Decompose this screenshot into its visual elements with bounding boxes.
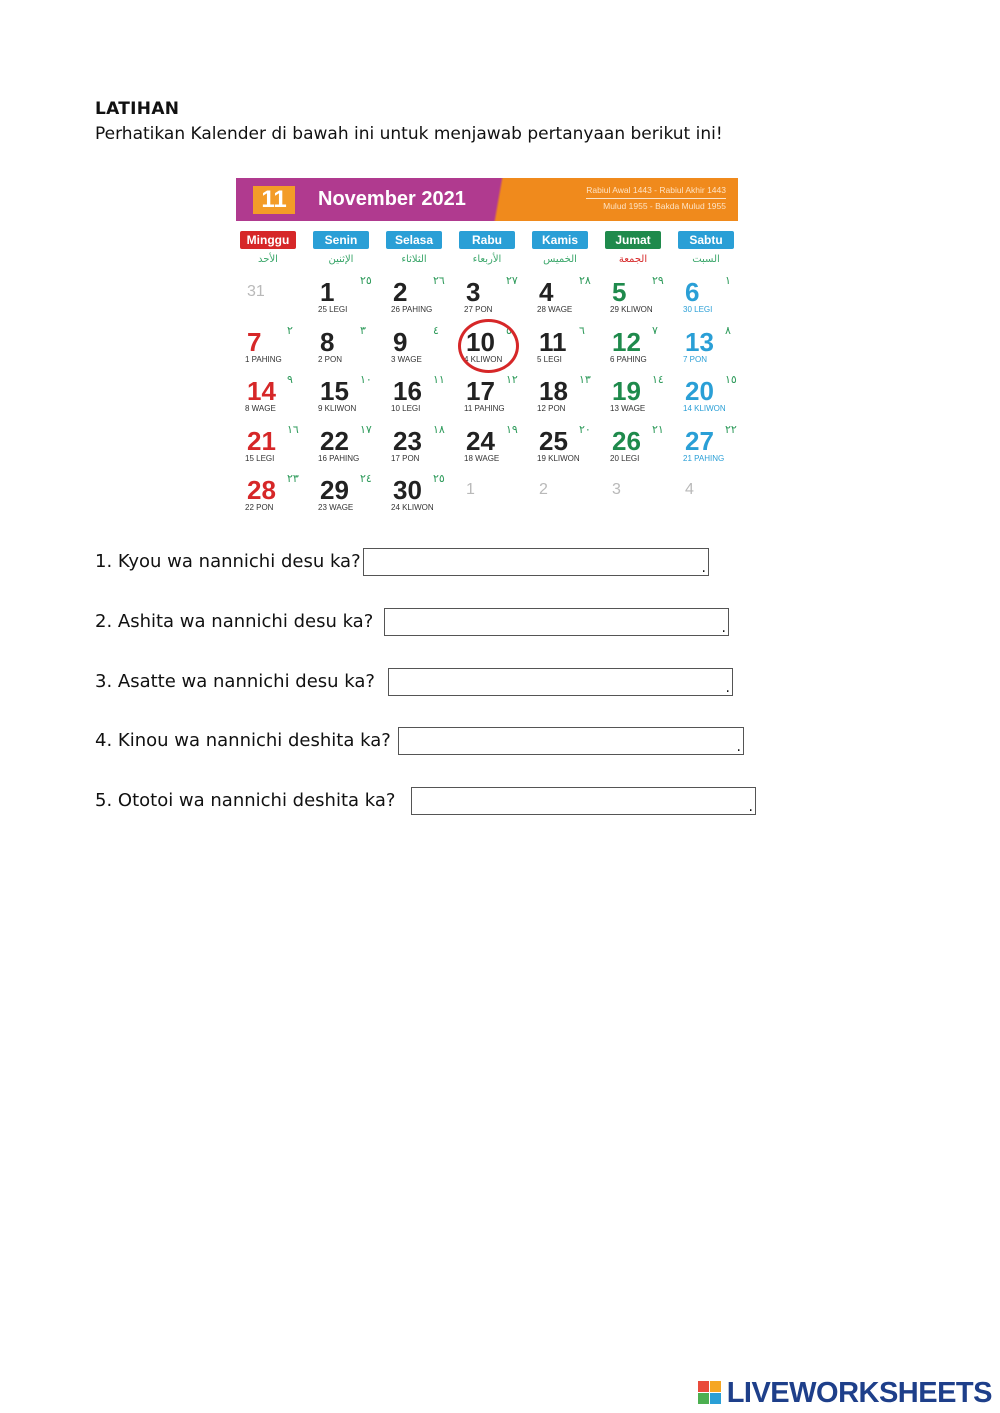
day-of-week-minggu: Minggu <box>240 231 296 249</box>
day-of-week-jumat: Jumat <box>605 231 661 249</box>
calendar-day-cell <box>606 323 678 376</box>
days-of-week-row <box>236 231 738 251</box>
today-circle-marker <box>458 319 519 373</box>
day-number: 3 <box>466 277 481 307</box>
calendar-header <box>236 178 738 221</box>
day-number: 16 <box>393 376 422 406</box>
hijri-day: ١٦ <box>287 422 299 436</box>
pasaran-label: 12 PON <box>537 404 566 413</box>
hijri-day: ٣ <box>360 323 366 337</box>
pasaran-label: 8 WAGE <box>245 404 276 413</box>
day-number: 21 <box>247 425 276 456</box>
hijri-day: ١٢ <box>506 373 518 386</box>
pasaran-label: 29 KLIWON <box>610 305 653 314</box>
pasaran-label: 22 PON <box>245 503 274 512</box>
hijri-day: ١٠ <box>360 373 372 386</box>
day-number: 4 <box>539 277 554 307</box>
hijri-months <box>586 185 726 212</box>
calendar-day-cell <box>314 274 386 326</box>
day-number: 2 <box>539 481 548 498</box>
hijri-line-2: Mulud 1955 - Bakda Mulud 1955 <box>603 201 726 211</box>
calendar-day-cell <box>241 472 313 524</box>
day-number: 4 <box>685 481 694 498</box>
question-1-text: 1. Kyou wa nannichi desu ka? <box>95 551 361 572</box>
day-number: 13 <box>685 326 714 357</box>
liveworksheets-logo-icon <box>698 1381 722 1405</box>
calendar-day-cell <box>241 277 313 326</box>
day-number: 22 <box>320 425 349 456</box>
day-number: 29 <box>320 475 349 505</box>
calendar-day-cell <box>606 373 678 425</box>
pasaran-label: 28 WAGE <box>537 305 573 314</box>
calendar-day-cell <box>241 323 313 376</box>
hijri-day: ١٧ <box>360 422 372 436</box>
logo-square <box>710 1381 721 1392</box>
pasaran-label: 6 PAHING <box>610 354 647 364</box>
pasaran-label: 13 WAGE <box>610 404 646 413</box>
day-of-week-selasa: Selasa <box>386 231 442 249</box>
day-number: 19 <box>612 376 641 406</box>
hijri-day: ٢٤ <box>360 472 372 485</box>
pasaran-label: 7 PON <box>683 354 708 364</box>
answer-period: . <box>736 739 741 755</box>
pasaran-label: 20 LEGI <box>610 453 640 463</box>
hijri-day: ٢٥ <box>360 274 372 287</box>
hijri-day: ١٣ <box>579 373 591 386</box>
calendar-day-cell <box>314 472 386 524</box>
page-title: LATIHAN <box>95 99 180 119</box>
day-number: 12 <box>612 326 641 357</box>
arabic-day-name: الأربعاء <box>472 254 502 265</box>
day-number: 9 <box>393 326 408 357</box>
hijri-day: ٨ <box>725 323 731 337</box>
hijri-day: ٢٨ <box>579 274 591 287</box>
calendar-day-cell <box>387 472 459 524</box>
pasaran-label: 19 KLIWON <box>537 453 580 463</box>
calendar-day-cell <box>460 475 532 524</box>
question-4-text: 4. Kinou wa nannichi deshita ka? <box>95 730 391 751</box>
answer-period: . <box>701 560 706 576</box>
hijri-day: ٢٥ <box>433 472 445 485</box>
day-number: 3 <box>612 481 621 498</box>
answer-period: . <box>748 799 753 815</box>
logo-square <box>710 1393 721 1404</box>
answer-input-3[interactable] <box>388 668 733 696</box>
calendar-day-cell <box>606 274 678 326</box>
day-number: 27 <box>685 425 714 456</box>
pasaran-label: 21 PAHING <box>683 453 725 463</box>
answer-input-5[interactable] <box>411 787 756 815</box>
day-of-week-senin: Senin <box>313 231 369 249</box>
calendar-day-cell <box>314 373 386 425</box>
hijri-day: ٢٧ <box>506 274 518 287</box>
hijri-day: ١٩ <box>506 422 518 436</box>
calendar-day-cell <box>460 323 532 376</box>
pasaran-label: 27 PON <box>464 305 493 314</box>
day-number: 1 <box>320 277 335 307</box>
arabic-day-name: السبت <box>692 254 720 265</box>
month-name: November 2021 <box>318 188 466 210</box>
day-number: 23 <box>393 425 422 456</box>
pasaran-label: 9 KLIWON <box>318 404 357 413</box>
day-number: 17 <box>466 376 495 406</box>
day-number: 15 <box>320 376 349 406</box>
hijri-day: ٢٣ <box>287 472 299 485</box>
hijri-day: ١٨ <box>433 422 445 436</box>
calendar-day-cell <box>241 373 313 425</box>
logo-square <box>698 1381 709 1392</box>
pasaran-label: 25 LEGI <box>318 305 348 314</box>
hijri-day: ٢٦ <box>433 274 445 287</box>
hijri-day: ٢٢ <box>725 422 737 436</box>
calendar <box>236 178 738 528</box>
day-number: 11 <box>539 326 567 357</box>
day-number: 24 <box>466 425 495 456</box>
hijri-day: ٩ <box>287 373 293 386</box>
hijri-day: ٢٠ <box>579 422 591 436</box>
question-3-text: 3. Asatte wa nannichi desu ka? <box>95 671 375 692</box>
calendar-day-cell <box>460 274 532 326</box>
calendar-day-cell <box>387 323 459 376</box>
pasaran-label: 4 KLIWON <box>464 354 503 364</box>
calendar-day-cell <box>387 274 459 326</box>
pasaran-label: 16 PAHING <box>318 453 360 463</box>
day-number: 14 <box>247 376 276 406</box>
day-number: 5 <box>612 277 627 307</box>
pasaran-label: 15 LEGI <box>245 453 275 463</box>
pasaran-label: 14 KLIWON <box>683 404 726 413</box>
day-number: 20 <box>685 376 714 406</box>
day-number: 28 <box>247 475 276 505</box>
calendar-day-cell <box>314 422 386 475</box>
month-number-badge: 11 <box>253 186 295 214</box>
day-number: 7 <box>247 326 262 357</box>
calendar-day-cell <box>679 422 751 475</box>
day-number: 31 <box>247 283 265 300</box>
hijri-day: ٥ <box>506 323 512 337</box>
answer-input-2[interactable] <box>384 608 729 636</box>
calendar-day-cell <box>533 422 605 475</box>
calendar-day-cell <box>606 422 678 475</box>
day-number: 18 <box>539 376 568 406</box>
answer-input-1[interactable] <box>363 548 709 576</box>
calendar-day-cell <box>679 373 751 425</box>
question-2-text: 2. Ashita wa nannichi desu ka? <box>95 611 374 632</box>
hijri-day: ١٤ <box>652 373 664 386</box>
calendar-day-cell <box>606 475 678 524</box>
pasaran-label: 5 LEGI <box>537 354 562 364</box>
pasaran-label: 1 PAHING <box>245 354 282 364</box>
calendar-day-cell <box>679 323 751 376</box>
hijri-day: ٦ <box>579 323 585 337</box>
day-number: 2 <box>393 277 408 307</box>
calendar-day-cell <box>460 373 532 425</box>
arabic-day-name: الإثنين <box>328 254 354 265</box>
calendar-day-cell <box>533 323 605 376</box>
hijri-day: ٧ <box>652 323 658 337</box>
day-of-week-kamis: Kamis <box>532 231 588 249</box>
calendar-day-cell <box>679 475 751 524</box>
pasaran-label: 17 PON <box>391 453 420 463</box>
arabic-day-name: الثلاثاء <box>401 254 427 265</box>
calendar-day-cell <box>533 274 605 326</box>
day-number: 25 <box>539 425 568 456</box>
day-of-week-sabtu: Sabtu <box>678 231 734 249</box>
hijri-day: ١٥ <box>725 373 737 386</box>
hijri-day: ١١ <box>433 373 445 386</box>
arabic-day-name: الجمعة <box>618 254 648 265</box>
instruction-text: Perhatikan Kalender di bawah ini untuk menjawab pertanyaan berikut ini! <box>95 124 723 144</box>
hijri-day: ٤ <box>433 323 439 337</box>
day-number: 10 <box>466 326 495 357</box>
hijri-day: ٢١ <box>652 422 664 436</box>
hijri-day: ١ <box>725 274 731 287</box>
pasaran-label: 26 PAHING <box>391 305 433 314</box>
calendar-day-cell <box>241 422 313 475</box>
question-5-text: 5. Ototoi wa nannichi deshita ka? <box>95 790 396 811</box>
calendar-day-cell <box>679 274 751 326</box>
pasaran-label: 3 WAGE <box>391 354 422 364</box>
pasaran-label: 18 WAGE <box>464 453 500 463</box>
day-number: 6 <box>685 277 700 307</box>
answer-input-4[interactable] <box>398 727 744 755</box>
pasaran-label: 11 PAHING <box>464 404 505 413</box>
logo-square <box>698 1393 709 1404</box>
calendar-day-cell <box>387 422 459 475</box>
arabic-day-name: الخميس <box>543 254 577 265</box>
hijri-line-1: Rabiul Awal 1443 - Rabiul Akhir 1443 <box>586 185 726 195</box>
pasaran-label: 23 WAGE <box>318 503 354 512</box>
pasaran-label: 2 PON <box>318 354 343 364</box>
day-of-week-rabu: Rabu <box>459 231 515 249</box>
hijri-day: ٢٩ <box>652 274 664 287</box>
day-number: 30 <box>393 475 422 505</box>
calendar-day-cell <box>314 323 386 376</box>
hijri-day: ٢ <box>287 323 293 337</box>
pasaran-label: 10 LEGI <box>391 404 421 413</box>
answer-period: . <box>725 680 730 696</box>
arabic-day-name: الأحد <box>258 254 278 265</box>
calendar-day-cell <box>460 422 532 475</box>
pasaran-label: 30 LEGI <box>683 305 713 314</box>
liveworksheets-brand: LIVEWORKSHEETS <box>726 1377 992 1409</box>
answer-period: . <box>721 620 726 636</box>
calendar-day-cell <box>533 475 605 524</box>
calendar-day-cell <box>387 373 459 425</box>
calendar-day-cell <box>533 373 605 425</box>
day-number: 1 <box>466 481 475 498</box>
day-number: 26 <box>612 425 641 456</box>
day-number: 8 <box>320 326 335 357</box>
pasaran-label: 24 KLIWON <box>391 503 434 512</box>
